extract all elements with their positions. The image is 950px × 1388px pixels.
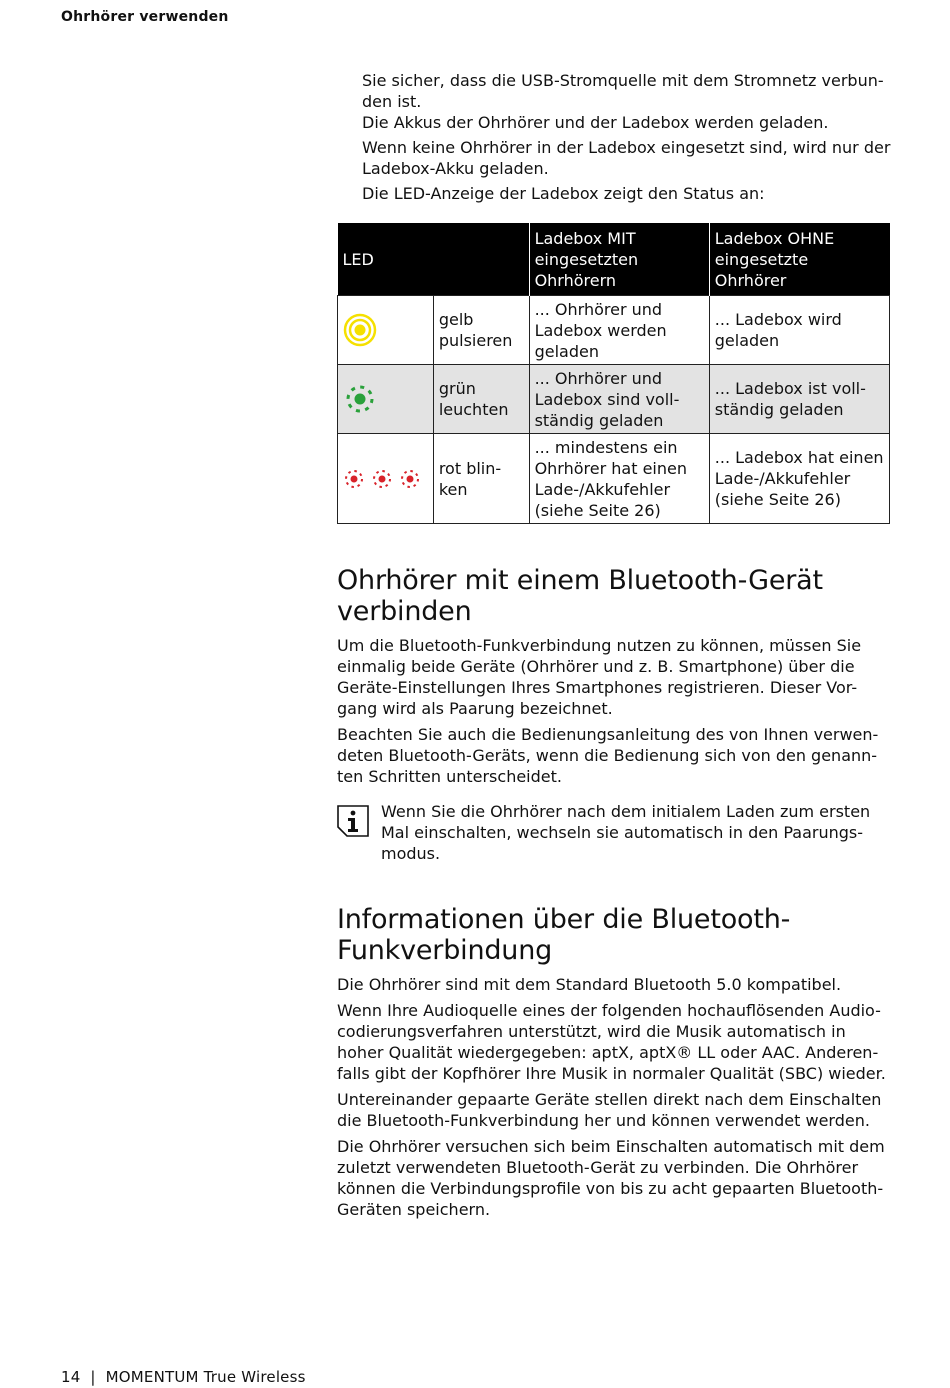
status-without-earbuds: ... Ladebox ist voll-ständig geladen [709,365,889,434]
running-header: Ohrhörer verwenden [61,9,229,25]
table-row [338,434,890,524]
intro-paragraph: Wenn keine Ohrhörer in der Ladebox eingesetzt sind, wird nur der Ladebox-Akku geladen. [362,138,891,178]
table-header-row [338,223,890,296]
table-row [338,365,890,434]
status-with-earbuds: ... mindestens ein Ohrhörer hat einen Lade-/Akkufehler (siehe Seite 26) [529,434,709,524]
header-led: LED [338,223,530,296]
led-state: grün leuchten [433,365,529,434]
table-row [338,296,890,365]
header-without-earbuds: Ladebox OHNE eingesetzte Ohrhörer [709,223,889,296]
pairing-section [337,565,897,864]
led-icon-cell [338,296,434,365]
intro-paragraph: Sie sicher, dass die USB-Stromquelle mit dem Stromnetz verbun-den ist. Die Akkus der Ohrhörer und der Ladebox werden geladen. [362,71,884,132]
body-paragraph: Die Ohrhörer sind mit dem Standard Bluetooth 5.0 kompatibel. [337,975,842,994]
red-blink-led-icon [343,468,365,490]
section-heading: Ohrhörer mit einem Bluetooth-Gerät verbinden [337,565,823,627]
info-note [337,801,897,864]
status-without-earbuds: ... Ladebox wird geladen [709,296,889,365]
intro-text [362,70,902,208]
bluetooth-info-section [337,904,897,1225]
red-blink-led-icon [371,468,393,490]
body-paragraph: Die Ohrhörer versuchen sich beim Einschalten automatisch mit dem zuletzt verwendeten Bluetooth-Gerät zu verbinden. Die Ohrhörer können die Verbindungsprofile von bis zu acht gepaarten Bluetooth-Geräten speichern. [337,1137,885,1219]
red-blink-led-icon [399,468,421,490]
led-icon-cell [338,365,434,434]
led-state: gelb pulsieren [433,296,529,365]
intro-paragraph: Die LED-Anzeige der Ladebox zeigt den Status an: [362,184,765,203]
note-text: Wenn Sie die Ohrhörer nach dem initialem Laden zum ersten Mal einschalten, wechseln sie automatisch in den Paarungs-modus. [381,802,871,863]
led-icon-cell [338,434,434,524]
led-status-table [337,223,890,524]
green-solid-led-icon [343,382,377,416]
page-footer: 14 | MOMENTUM True Wireless [61,1368,306,1386]
body-paragraph: Um die Bluetooth-Funkverbindung nutzen zu können, müssen Sie einmalig beide Geräte (Ohrhörer und z. B. Smartphone) über die Geräte-Einstellungen Ihres Smartphones registrieren. Dieser Vor-gang wird als Paarung bezeichnet. [337,636,862,718]
body-paragraph: Beachten Sie auch die Bedienungsanleitung des von Ihnen verwen-deten Bluetooth-Geräts, wenn die Bedienung sich von den genann-ten Schritten unterscheidet. [337,725,879,786]
section-heading: Informationen über die Bluetooth-Funkverbindung [337,904,791,966]
body-paragraph: Wenn Ihre Audioquelle eines der folgenden hochauflösenden Audio-codierungsverfahren unterstützt, wird die Musik automatisch in hoher Qualität wiedergegeben: aptX, aptX® LL oder AAC. Anderen-falls gibt der Kopfhörer Ihre Musik in normaler Qualität (SBC) wieder. [337,1001,886,1083]
led-state: rot blin-ken [433,434,529,524]
header-with-earbuds: Ladebox MIT eingesetzten Ohrhörern [529,223,709,296]
body-paragraph: Untereinander gepaarte Geräte stellen direkt nach dem Einschalten die Bluetooth-Funkverbindung her und können verwendet werden. [337,1090,882,1130]
status-without-earbuds: ... Ladebox hat einen Lade-/Akkufehler (siehe Seite 26) [709,434,889,524]
yellow-pulse-led-icon [343,313,377,347]
info-icon [337,805,369,837]
status-with-earbuds: ... Ohrhörer und Ladebox sind voll-ständig geladen [529,365,709,434]
status-with-earbuds: ... Ohrhörer und Ladebox werden geladen [529,296,709,365]
